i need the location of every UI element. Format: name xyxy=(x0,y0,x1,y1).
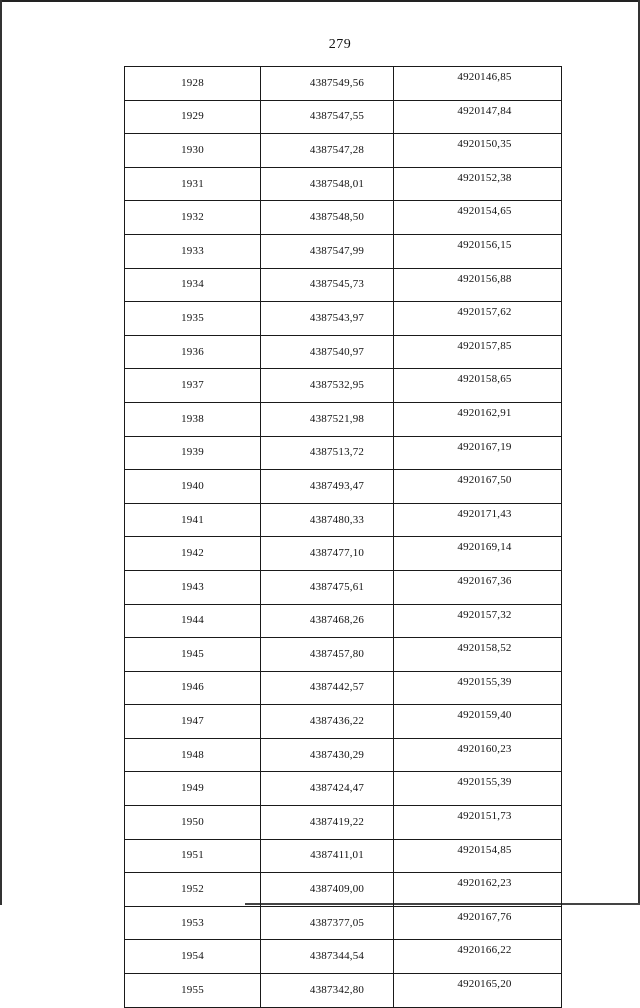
x-coordinate-cell: 4387377,05 xyxy=(261,906,394,940)
x-coordinate-cell: 4387548,01 xyxy=(261,167,394,201)
y-coordinate-cell: 4920166,22 xyxy=(394,940,562,974)
x-coordinate-cell: 4387547,28 xyxy=(261,134,394,168)
x-coordinate-cell: 4387457,80 xyxy=(261,638,394,672)
y-coordinate-cell: 4920169,14 xyxy=(394,537,562,571)
x-coordinate-cell: 4387411,01 xyxy=(261,839,394,873)
x-coordinate-cell: 4387532,95 xyxy=(261,369,394,403)
x-coordinate-cell: 4387549,56 xyxy=(261,67,394,101)
year-cell: 1934 xyxy=(125,268,261,302)
x-coordinate-cell: 4387342,80 xyxy=(261,974,394,1008)
year-cell: 1935 xyxy=(125,302,261,336)
table-row xyxy=(125,436,562,470)
table-row xyxy=(125,100,562,134)
table-row xyxy=(125,402,562,436)
x-coordinate-cell: 4387543,97 xyxy=(261,302,394,336)
table-row xyxy=(125,503,562,537)
x-coordinate-cell: 4387419,22 xyxy=(261,806,394,840)
page-number: 279 xyxy=(328,37,352,52)
table-row xyxy=(125,234,562,268)
x-coordinate-cell: 4387424,47 xyxy=(261,772,394,806)
year-cell: 1932 xyxy=(125,201,261,235)
x-coordinate-cell: 4387442,57 xyxy=(261,671,394,705)
y-coordinate-cell: 4920159,40 xyxy=(394,705,562,739)
table-row xyxy=(125,470,562,504)
year-cell: 1949 xyxy=(125,772,261,806)
year-cell: 1953 xyxy=(125,906,261,940)
x-coordinate-cell: 4387430,29 xyxy=(261,738,394,772)
y-coordinate-cell: 4920157,85 xyxy=(394,335,562,369)
table-row xyxy=(125,302,562,336)
x-coordinate-cell: 4387493,47 xyxy=(261,470,394,504)
coordinate-table-body xyxy=(125,67,562,1008)
x-coordinate-cell: 4387480,33 xyxy=(261,503,394,537)
year-cell: 1943 xyxy=(125,570,261,604)
y-coordinate-cell: 4920156,15 xyxy=(394,234,562,268)
x-coordinate-cell: 4387547,55 xyxy=(261,100,394,134)
y-coordinate-cell: 4920160,23 xyxy=(394,738,562,772)
table-row xyxy=(125,268,562,302)
x-coordinate-cell: 4387545,73 xyxy=(261,268,394,302)
x-coordinate-cell: 4387475,61 xyxy=(261,570,394,604)
table-row xyxy=(125,705,562,739)
y-coordinate-cell: 4920167,50 xyxy=(394,470,562,504)
year-cell: 1930 xyxy=(125,134,261,168)
x-coordinate-cell: 4387477,10 xyxy=(261,537,394,571)
year-cell: 1951 xyxy=(125,839,261,873)
x-coordinate-cell: 4387409,00 xyxy=(261,873,394,907)
year-cell: 1931 xyxy=(125,167,261,201)
table-row xyxy=(125,67,562,101)
y-coordinate-cell: 4920154,65 xyxy=(394,201,562,235)
y-coordinate-cell: 4920158,52 xyxy=(394,638,562,672)
x-coordinate-cell: 4387436,22 xyxy=(261,705,394,739)
year-cell: 1950 xyxy=(125,806,261,840)
y-coordinate-cell: 4920147,84 xyxy=(394,100,562,134)
x-coordinate-cell: 4387468,26 xyxy=(261,604,394,638)
table-row xyxy=(125,167,562,201)
year-cell: 1938 xyxy=(125,402,261,436)
table-row xyxy=(125,671,562,705)
coordinate-table xyxy=(124,66,562,1008)
y-coordinate-cell: 4920156,88 xyxy=(394,268,562,302)
table-row xyxy=(125,839,562,873)
table-row xyxy=(125,974,562,1008)
year-cell: 1954 xyxy=(125,940,261,974)
table-row xyxy=(125,201,562,235)
table-row xyxy=(125,134,562,168)
table-row xyxy=(125,873,562,907)
year-cell: 1942 xyxy=(125,537,261,571)
y-coordinate-cell: 4920154,85 xyxy=(394,839,562,873)
y-coordinate-cell: 4920167,19 xyxy=(394,436,562,470)
y-coordinate-cell: 4920150,35 xyxy=(394,134,562,168)
table-row xyxy=(125,772,562,806)
table-row xyxy=(125,537,562,571)
x-coordinate-cell: 4387540,97 xyxy=(261,335,394,369)
page-border-top xyxy=(2,0,638,2)
y-coordinate-cell: 4920157,32 xyxy=(394,604,562,638)
table-row xyxy=(125,570,562,604)
table-row xyxy=(125,906,562,940)
year-cell: 1933 xyxy=(125,234,261,268)
year-cell: 1928 xyxy=(125,67,261,101)
x-coordinate-cell: 4387513,72 xyxy=(261,436,394,470)
year-cell: 1936 xyxy=(125,335,261,369)
y-coordinate-cell: 4920151,73 xyxy=(394,806,562,840)
x-coordinate-cell: 4387521,98 xyxy=(261,402,394,436)
year-cell: 1940 xyxy=(125,470,261,504)
table-row xyxy=(125,806,562,840)
y-coordinate-cell: 4920158,65 xyxy=(394,369,562,403)
y-coordinate-cell: 4920171,43 xyxy=(394,503,562,537)
table-row xyxy=(125,738,562,772)
year-cell: 1947 xyxy=(125,705,261,739)
table-row xyxy=(125,369,562,403)
year-cell: 1955 xyxy=(125,974,261,1008)
year-cell: 1939 xyxy=(125,436,261,470)
year-cell: 1929 xyxy=(125,100,261,134)
table-row xyxy=(125,604,562,638)
y-coordinate-cell: 4920162,91 xyxy=(394,402,562,436)
y-coordinate-cell: 4920157,62 xyxy=(394,302,562,336)
year-cell: 1952 xyxy=(125,873,261,907)
table-row xyxy=(125,940,562,974)
table-row xyxy=(125,335,562,369)
y-coordinate-cell: 4920162,23 xyxy=(394,873,562,907)
year-cell: 1941 xyxy=(125,503,261,537)
year-cell: 1945 xyxy=(125,638,261,672)
y-coordinate-cell: 4920167,36 xyxy=(394,570,562,604)
x-coordinate-cell: 4387344,54 xyxy=(261,940,394,974)
year-cell: 1946 xyxy=(125,671,261,705)
year-cell: 1948 xyxy=(125,738,261,772)
y-coordinate-cell: 4920146,85 xyxy=(394,67,562,101)
y-coordinate-cell: 4920155,39 xyxy=(394,772,562,806)
x-coordinate-cell: 4387548,50 xyxy=(261,201,394,235)
year-cell: 1944 xyxy=(125,604,261,638)
y-coordinate-cell: 4920165,20 xyxy=(394,974,562,1008)
page-border-left xyxy=(0,0,2,905)
y-coordinate-cell: 4920155,39 xyxy=(394,671,562,705)
y-coordinate-cell: 4920152,38 xyxy=(394,167,562,201)
year-cell: 1937 xyxy=(125,369,261,403)
x-coordinate-cell: 4387547,99 xyxy=(261,234,394,268)
y-coordinate-cell: 4920167,76 xyxy=(394,906,562,940)
table-row xyxy=(125,638,562,672)
